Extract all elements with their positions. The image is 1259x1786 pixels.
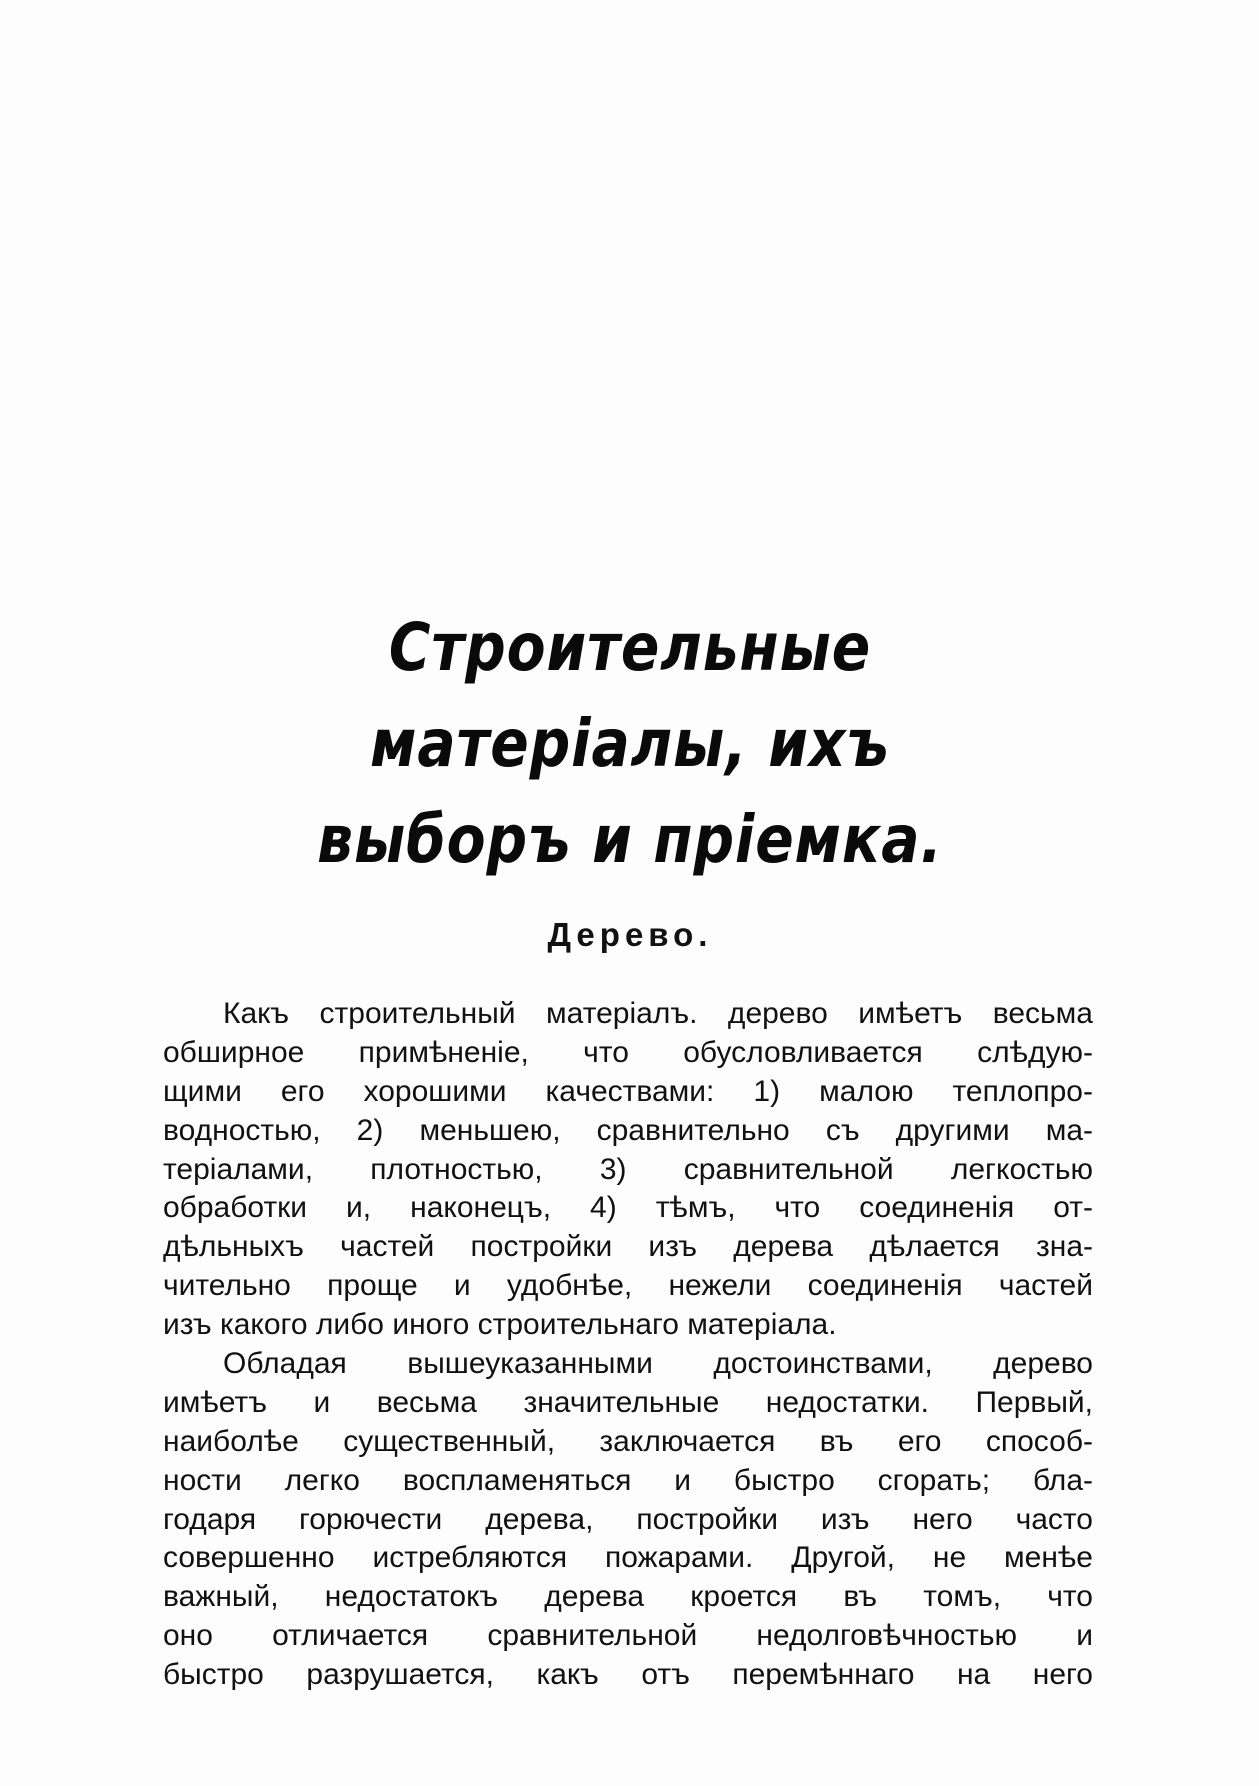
text-line: щими его хорошими качествами: 1) малою теплопро- [163,1074,1093,1108]
chapter-title-line-2: выборъ и пріемка. [317,801,943,878]
text-line: имѣетъ и весьма значительные недостатки. Первый, [163,1385,1093,1419]
text-line: Обладая вышеуказанными достоинствами, дерево [223,1347,1093,1381]
text-line: быстро разрушается, какъ отъ перемѣннаго на него [163,1658,1093,1692]
chapter-title [217,600,1043,888]
text-line: наиболѣе существенный, заключается въ его способ- [163,1424,1093,1458]
text-line: годаря горючести дерева, постройки изъ него часто [163,1502,1093,1536]
paragraph-2 [163,1345,1093,1695]
text-line: обширное примѣненіе, что обусловливается слѣдую- [163,1035,1093,1069]
text-line: совершенно истребляются пожарами. Другой, не менѣе [163,1541,1093,1575]
text-line: чительно проще и удобнѣе, нежели соединенія частей [163,1269,1093,1303]
chapter-title-line-1: Строительные матеріалы, ихъ [370,609,890,782]
text-line: оно отличается сравнительной недолговѣчностью и [163,1619,1093,1653]
text-line: обработки и, наконецъ, 4) тѣмъ, что соединенія от- [163,1191,1093,1225]
text-line: теріалами, плотностью, 3) сравнительной легкостью [163,1152,1093,1186]
section-heading: Дерево. [547,916,713,953]
text-line: Какъ строительный матеріалъ. дерево имѣетъ весьма [223,997,1093,1030]
text-line: ности легко воспламеняться и быстро сгорать; бла- [163,1463,1093,1497]
text-line: изъ какого либо иного строительнаго матеріала. [163,1308,837,1342]
paragraph-1 [163,995,1093,1345]
body-text [163,995,1093,1695]
text-line: водностью, 2) меньшею, сравнительно съ другими ма- [163,1113,1093,1147]
text-line: важный, недостатокъ дерева кроется въ томъ, что [163,1580,1093,1614]
text-line: дѣльныхъ частей постройки изъ дерева дѣлается зна- [163,1230,1093,1264]
